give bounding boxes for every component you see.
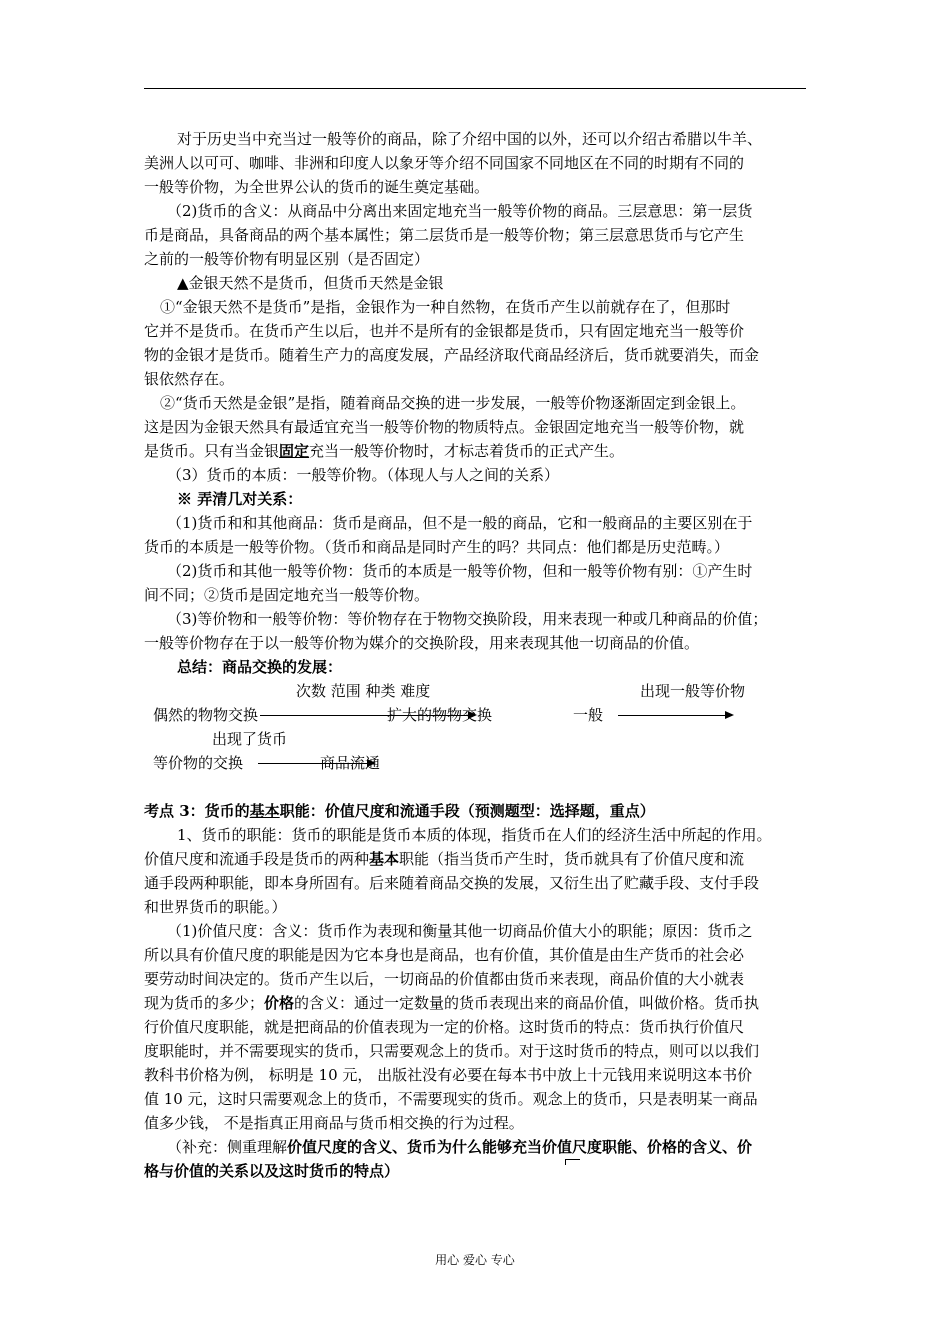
summary-heading: 总结：商品交换的发展： (177, 658, 343, 676)
diagram-stage5: 商品流通 (320, 754, 381, 772)
kaodian-suffix: 职能：价值尺度和流通手段（预测题型：选择题，重点） (279, 802, 655, 820)
f1-line-4: 和世界货币的职能。） (144, 898, 287, 916)
v1-price-emph: 价格 (264, 994, 295, 1012)
p2-line-1: （2)货币的含义：从商品中分离出来固定地充当一般等价物的商品。三层意思：第一层货 (167, 202, 753, 220)
r1-line-1: （1)货币和和其他商品：货币是商品，但不是一般的商品，它和一般商品的主要区别在于 (167, 514, 753, 532)
f1-after: 职能（指当货币产生时，货币就具有了价值尺度和流 (399, 850, 745, 868)
supplement-before: （补充：侧重理解 (167, 1138, 288, 1156)
p2-line-2: 币是商品，具备商品的两个基本属性；第二层货币是一般等价物；第三层意思货币与它产生 (144, 226, 745, 244)
f1-emph-basic: 基本 (369, 850, 400, 868)
v1-line-9: 值多少钱， 不是指真正用商品与货币相交换的行为过程。 (144, 1114, 524, 1132)
diagram-label-top2: 出现一般等价物 (640, 682, 746, 700)
supplement-line-2: 格与价值的关系以及这时货币的特点） (144, 1162, 400, 1180)
kaodian-prefix: 考点 3：货币的 (144, 802, 250, 820)
triangle-heading: ▲金银天然不是货币，但货币天然是金银 (177, 274, 444, 292)
p4-before: 是货币。只有当金银 (144, 442, 280, 460)
v1-line-5: 行价值尺度职能，就是把商品的价值表现为一定的价格。这时货币的特点：货币执行价值尺 (144, 1018, 745, 1036)
v1-line-8: 值 10 元，这时只需要观念上的货币，不需要现实的货币。观念上的货币，只是表明某一商品 (144, 1090, 758, 1108)
diagram-label-mid: 出现了货币 (212, 730, 288, 748)
relations-heading: ※ 弄清几对关系： (177, 490, 303, 508)
diagram-stage4: 等价物的交换 (153, 754, 244, 772)
f1-before: 价值尺度和流通手段是货币的两种 (144, 850, 370, 868)
r3-line-1: （3)等价物和一般等价物：等价物存在于物物交换阶段，用来表现一种或几种商品的价值； (167, 610, 768, 628)
diagram-arrow-2 (618, 715, 732, 716)
v1-line-7: 教科书价格为例， 标明是 10 元， 出版社没有必要在每本书中放上十元钱用来说明这本书价 (144, 1066, 753, 1084)
header-rule (144, 88, 806, 89)
r2-line-2: 间不同；②货币是固定地充当一般等价物。 (144, 586, 430, 604)
p3-line-2: 它并不是货币。在货币产生以后，也并不是所有的金银都是货币，只有固定地充当一般等价 (144, 322, 745, 340)
r3-line-2: 一般等价物存在于以一般等价物为媒介的交换阶段，用来表现其他一切商品的价值。 (144, 634, 700, 652)
kaodian-emph-basic: 基本 (249, 802, 280, 820)
r1-line-2: 货币的本质是一般等价物。（货币和商品是同时产生的吗？共同点：他们都是历史范畴。） (144, 538, 730, 556)
diagram-stage1: 偶然的物物交换 (153, 706, 259, 724)
v1-price-after: 的含义：通过一定数量的货币表现出来的商品价值，叫做价格。货币执 (294, 994, 760, 1012)
p4-after: 充当一般等价物时，才标志着货币的正式产生。 (309, 442, 625, 460)
v1-line-2: 所以具有价值尺度的职能是因为它本身也是商品，也有价值，其价值是由生产货币的社会必 (144, 946, 745, 964)
cursor-mark (565, 1159, 580, 1165)
p1-line-3: 一般等价物，为全世界公认的货币的诞生奠定基础。 (144, 178, 490, 196)
p4-emph-fixed: 固定 (279, 442, 310, 460)
supplement-emph: 价值尺度的含义、货币为什么能够充当价值尺度职能、价格的含义、价 (287, 1138, 753, 1156)
p3-line-4: 银依然存在。 (144, 370, 235, 388)
f1-line-2 (144, 849, 744, 869)
p4-line-1: ②“货币天然是金银”是指，随着商品交换的进一步发展，一般等价物逐渐固定到金银上。 (160, 394, 746, 412)
page-footer: 用心 爱心 专心 (435, 1253, 515, 1267)
p3-line-3: 物的金银才是货币。随着生产力的高度发展，产品经济取代商品经济后，货币就要消失，而金 (144, 346, 760, 364)
p1-line-2: 美洲人以可可、咖啡、非洲和印度人以象牙等介绍不同国家不同地区在不同的时期有不同的 (144, 154, 745, 172)
p4-line-2: 这是因为金银天然具有最适宜充当一般等价物的物质特点。金银固定地充当一般等价物，就 (144, 418, 745, 436)
v1-line-1: （1)价值尺度：含义：货币作为表现和衡量其他一切商品价值大小的职能；原因：货币之 (167, 922, 753, 940)
v1-line-6: 度职能时，并不需要现实的货币，只需要观念上的货币。对于这时货币的特点，则可以以我们 (144, 1042, 760, 1060)
supplement-line-1 (167, 1137, 752, 1157)
diagram-stage2: 扩大的物物交换 (387, 706, 493, 724)
p5-essence: （3）货币的本质：一般等价物。（体现人与人之间的关系） (167, 466, 560, 484)
v1-line-3: 要劳动时间决定的。货币产生以后，一切商品的价值都由货币来表现，商品价值的大小就表 (144, 970, 745, 988)
f1-line-3: 通手段两种职能，即本身所固有。后来随着商品交换的发展，又衍生出了贮藏手段、支付手段 (144, 874, 760, 892)
v1-line-4 (144, 993, 759, 1013)
diagram-label-top1: 次数 范围 种类 难度 (296, 682, 431, 700)
p3-line-1: ①“金银天然不是货币”是指，金银作为一种自然物，在货币产生以前就存在了，但那时 (160, 298, 731, 316)
f1-line-1: 1、货币的职能：货币的职能是货币本质的体现，指货币在人们的经济生活中所起的作用。 (177, 826, 772, 844)
p2-line-3: 之前的一般等价物有明显区别（是否固定） (144, 250, 430, 268)
p1-line-1: 对于历史当中充当过一般等价的商品，除了介绍中国的以外，还可以介绍古希腊以牛羊、 (177, 130, 763, 148)
p4-line-3 (144, 441, 624, 461)
kaodian-3-heading (144, 801, 655, 821)
r2-line-1: （2)货币和其他一般等价物：货币的本质是一般等价物，但和一般等价物有别：①产生时 (167, 562, 753, 580)
v1-price-before: 现为货币的多少； (144, 994, 265, 1012)
diagram-stage3-prefix: 一般 (573, 706, 604, 724)
